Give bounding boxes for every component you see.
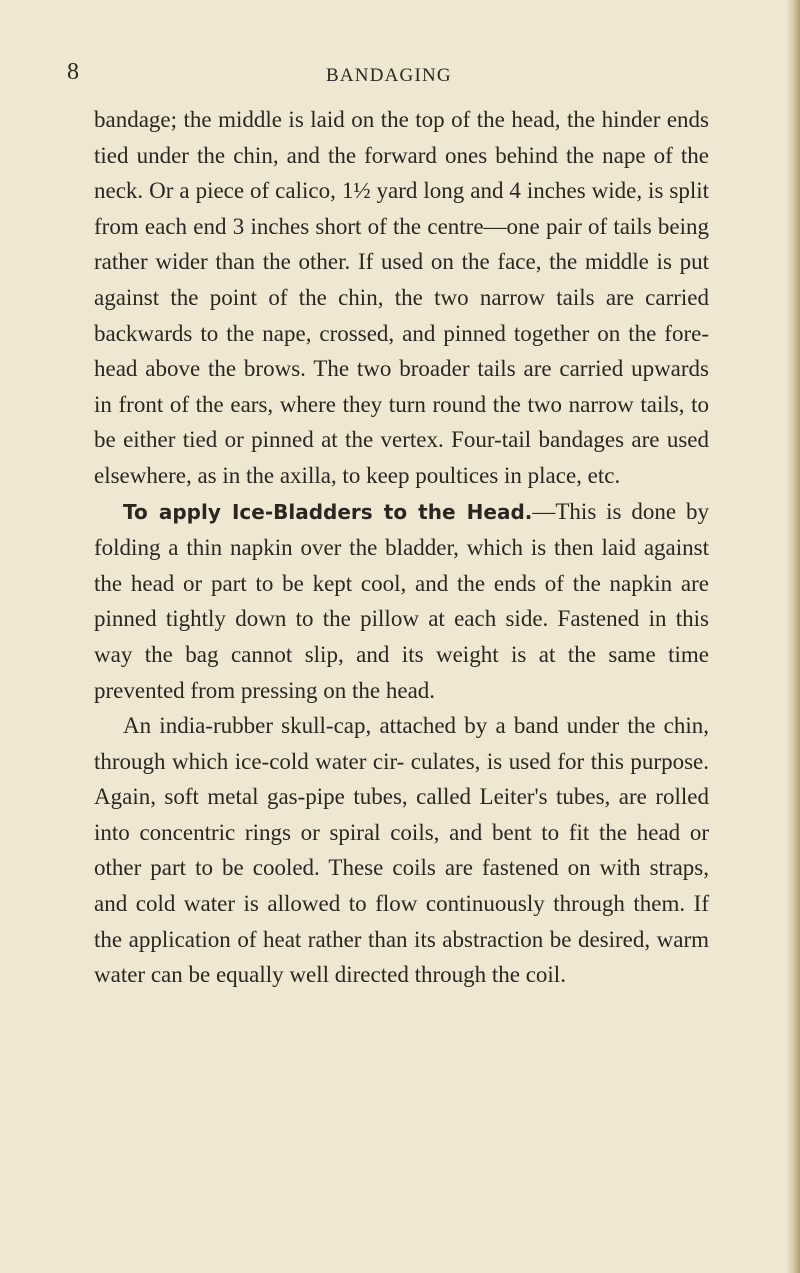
page-edge-shadow <box>786 0 800 1273</box>
body-text <box>94 102 709 993</box>
page-number: 8 <box>67 59 79 85</box>
paragraph-1 <box>94 102 709 494</box>
paragraph-2-text: —This is done by folding a thin napkin over the bladder, which is then laid against the head or part to be kept cool, and the ends of the napkin are pinned tightly down to the pillow at each side. Fastened in this way the bag cannot slip, and its weight is at the same time prevented from pressing on the head. <box>94 498 709 703</box>
running-head: BANDAGING <box>326 65 452 86</box>
paragraph-2 <box>94 494 709 709</box>
paragraph-3-text: An india-rubber skull-cap, attached by a band under the chin, through which ice-cold water cir- culates, is used for this purpose. Again, soft metal gas-pipe tubes, called Leiter's tubes, are rolled into concentric rings or spiral coils, and bent to fit the head or other part to be cooled. These coils are fastened on with straps, and cold water is allowed to flow continuously through them. If the application of heat rather than its abstraction be desired, warm water can be equally well directed through the coil. <box>94 713 709 988</box>
paragraph-3 <box>94 708 709 993</box>
section-heading: To apply Ice-Bladders to the Head. <box>123 499 533 524</box>
paragraph-1-text: bandage; the middle is laid on the top of the head, the hinder ends tied under the chin, and the forward ones behind the nape of the neck. Or a piece of calico, 1½ yard long and 4 inches wide, is split from each end 3 inches short of the centre—one pair of tails being rather wider than the other. If used on the face, the middle is put against the point of the chin, the two narrow tails are carried backwards to the nape, crossed, and pinned together on the fore- head above the brows. The two broader tails are carried upwards in front of the ears, where they turn round the two narrow tails, to be either tied or pinned at the vertex. Four-tail bandages are used elsewhere, as in the axilla, to keep poultices in place, etc. <box>94 107 709 488</box>
page-header <box>0 58 800 88</box>
